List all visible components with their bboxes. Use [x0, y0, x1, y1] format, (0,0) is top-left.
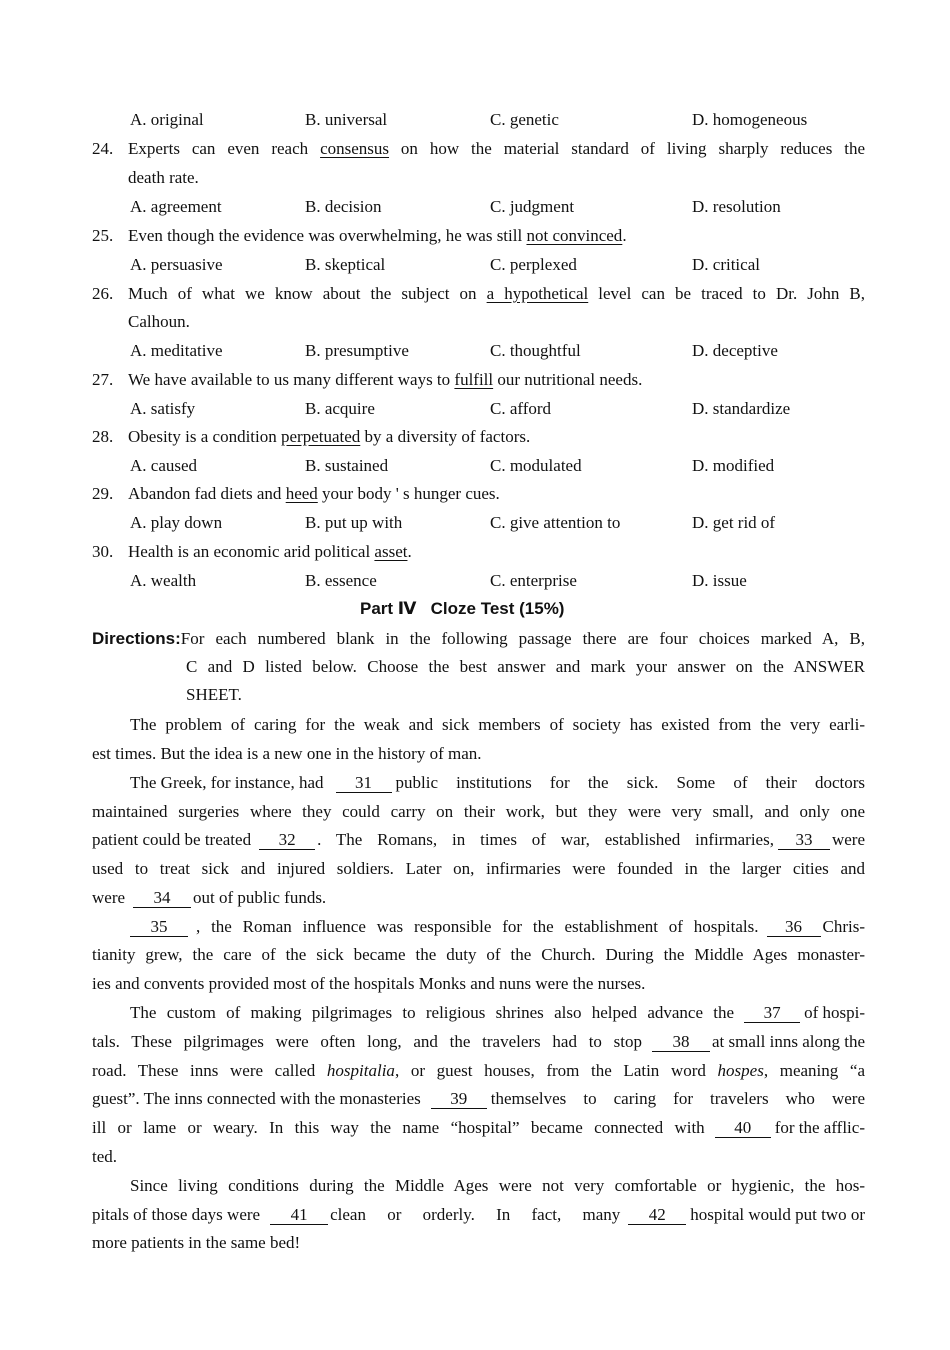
q28-stem — [128, 427, 530, 447]
q25-stem-pre: Even though the evidence was overwhelming, he was still — [128, 226, 527, 245]
cloze-blank-37[interactable]: 37 — [744, 1004, 800, 1023]
q28-stem-pre: Obesity is a condition — [128, 427, 281, 446]
q24-underlined-word: consensus — [320, 139, 390, 158]
q25-option-c: C. perplexed — [490, 255, 577, 274]
q23-option-b: B. universal — [305, 110, 388, 129]
q23-option-a: A. original — [130, 110, 204, 129]
cloze-blank-36[interactable]: 36 — [767, 918, 821, 937]
passage-p3-line1 — [130, 917, 865, 937]
q26-number: 26. — [92, 284, 114, 303]
q24-stem-line2: death rate. — [128, 168, 199, 187]
passage-p5-line1: Since living conditions during the Middle Ages were not very comfortable or hygienic, the hos- — [130, 1176, 865, 1195]
passage-p4-line5 — [92, 1118, 865, 1138]
q23-option-d: D. homogeneous — [692, 110, 808, 129]
q25-underlined-word: not convinced — [526, 226, 623, 245]
text: pitals of those days were — [92, 1205, 261, 1224]
cloze-blank-40[interactable]: 40 — [715, 1119, 771, 1138]
directions-line1 — [92, 629, 865, 649]
passage-p2-line2: maintained surgeries where they could carry on their work, but they were very small, and only one — [92, 802, 865, 821]
passage-p4-line4 — [92, 1089, 865, 1109]
text: public institutions for the sick. Some of their doctors — [395, 773, 865, 792]
q26-option-c: C. thoughtful — [490, 341, 581, 360]
q27-number: 27. — [92, 370, 114, 389]
q29-option-b: B. put up with — [305, 513, 403, 532]
text: out of public funds. — [193, 888, 327, 907]
cloze-blank-32[interactable]: 32 — [259, 831, 315, 850]
passage-p4-line1 — [130, 1003, 865, 1023]
text: for the afflic- — [774, 1118, 865, 1137]
q24-option-b: B. decision — [305, 197, 382, 216]
passage-p4-line2 — [92, 1032, 865, 1052]
q29-stem-pre: Abandon fad diets and — [128, 484, 286, 503]
text: ill or lame or weary. In this way the name “hospital” became connected with — [92, 1118, 705, 1137]
q28-option-a: A. caused — [130, 456, 198, 475]
text: patient could be treated — [92, 830, 252, 849]
q25-number: 25. — [92, 226, 114, 245]
q30-option-b: B. essence — [305, 571, 377, 590]
q24-option-d: D. resolution — [692, 197, 781, 216]
passage-p5-line3: more patients in the same bed! — [92, 1233, 301, 1252]
cloze-blank-34[interactable]: 34 — [133, 889, 191, 908]
directions-text-line2: C and D listed below. Choose the best answer and mark your answer on the ANSWER — [186, 657, 865, 676]
q27-stem-post: our nutritional needs. — [493, 370, 643, 389]
q26-stem-line2: Calhoun. — [128, 312, 190, 331]
q24-option-c: C. judgment — [490, 197, 575, 216]
q29-stem-post: your body ' s hunger cues. — [317, 484, 500, 503]
q30-number: 30. — [92, 542, 114, 561]
text: . The Romans, in times of war, established infirmaries, — [317, 830, 774, 849]
text: tals. These pilgrimages were often long, and the travelers had to stop — [92, 1032, 643, 1051]
q27-stem-pre: We have available to us many different ways to — [128, 370, 455, 389]
text: themselves to caring for travelers who were — [490, 1089, 865, 1108]
q24-stem-post: on how the material standard of living sharply reduces the — [389, 139, 865, 158]
q29-option-d: D. get rid of — [692, 513, 776, 532]
q30-stem — [128, 542, 412, 562]
q29-option-a: A. play down — [130, 513, 223, 532]
text: , meaning “a — [763, 1061, 865, 1080]
q30-underlined-word: asset — [374, 542, 408, 561]
passage-p3-line2: tianity grew, the care of the sick became the duty of the Church. During the Middle Ages monaster- — [92, 945, 865, 964]
q26-stem-post: level can be traced to Dr. John B, — [588, 284, 865, 303]
latin-term-hospitalia: hospitalia — [326, 1061, 395, 1080]
q29-underlined-word: heed — [285, 484, 318, 503]
q27-option-c: C. afford — [490, 399, 552, 418]
q26-underlined-word: a hypothetical — [486, 284, 589, 303]
directions-text-line3: SHEET. — [186, 685, 242, 704]
text: clean or orderly. In fact, many — [330, 1205, 621, 1224]
cloze-blank-35[interactable]: 35 — [130, 918, 188, 937]
q25-stem-post: . — [622, 226, 627, 245]
cloze-blank-39[interactable]: 39 — [431, 1090, 487, 1109]
passage-p1-line1: The problem of caring for the weak and sick members of society has existed from the very earli- — [130, 715, 865, 734]
passage-p4-line6: ted. — [92, 1147, 118, 1166]
passage-p2-line4: used to treat sick and injured soldiers. Later on, infirmaries were founded in the larger cities and — [92, 859, 865, 878]
text: at small inns along the — [712, 1032, 865, 1051]
q27-option-a: A. satisfy — [130, 399, 196, 418]
q24-option-a: A. agreement — [130, 197, 222, 216]
q27-stem — [128, 370, 642, 390]
q28-underlined-word: perpetuated — [280, 427, 361, 446]
q28-option-c: C. modulated — [490, 456, 582, 475]
q24-number: 24. — [92, 139, 114, 158]
q27-option-d: D. standardize — [692, 399, 791, 418]
latin-term-hospes: hospes — [717, 1061, 764, 1080]
q26-option-d: D. deceptive — [692, 341, 778, 360]
passage-p2-line5 — [92, 888, 326, 908]
passage-p1-line2: est times. But the idea is a new one in the history of man. — [92, 744, 482, 763]
cloze-blank-33[interactable]: 33 — [778, 831, 830, 850]
cloze-blank-41[interactable]: 41 — [270, 1206, 328, 1225]
q26-option-b: B. presumptive — [305, 341, 409, 360]
passage-p5-line2 — [92, 1205, 865, 1225]
passage-p2-line3 — [92, 830, 865, 850]
q25-option-b: B. skeptical — [305, 255, 386, 274]
q27-option-b: B. acquire — [305, 399, 375, 418]
q30-option-a: A. wealth — [130, 571, 197, 590]
q24-stem-line1 — [128, 139, 865, 159]
q30-option-d: D. issue — [692, 571, 747, 590]
text: road. These inns were called — [92, 1061, 327, 1080]
q24-stem-pre: Experts can even reach — [128, 139, 321, 158]
q28-option-b: B. sustained — [305, 456, 389, 475]
q30-stem-pre: Health is an economic arid political — [128, 542, 375, 561]
passage-p4-line3 — [92, 1061, 865, 1081]
directions-text-line1: For each numbered blank in the following passage there are four choices marked A, B, — [180, 629, 865, 648]
text: Chris- — [822, 917, 865, 936]
text: , the Roman influence was responsible for the establishment of hospitals. — [196, 917, 759, 936]
text: , or guest houses, from the Latin word — [394, 1061, 718, 1080]
section-heading: Part Ⅳ Cloze Test (15%) — [360, 599, 565, 618]
text: guest”. The inns connected with the monasteries — [92, 1089, 421, 1108]
q25-stem — [128, 226, 627, 246]
text: were — [831, 830, 865, 849]
text: were — [92, 888, 126, 907]
text: of hospi- — [804, 1003, 865, 1022]
q29-number: 29. — [92, 484, 114, 503]
directions-label: Directions: — [92, 629, 181, 648]
q26-stem-pre: Much of what we know about the subject on — [128, 284, 487, 303]
q27-underlined-word: fulfill — [454, 370, 494, 389]
cloze-blank-38[interactable]: 38 — [652, 1033, 710, 1052]
q30-stem-post: . — [407, 542, 412, 561]
q30-option-c: C. enterprise — [490, 571, 577, 590]
q29-stem — [128, 484, 500, 504]
q28-option-d: D. modified — [692, 456, 775, 475]
q23-option-c: C. genetic — [490, 110, 559, 129]
passage-p2-line1 — [130, 773, 865, 793]
q29-option-c: C. give attention to — [490, 513, 621, 532]
cloze-blank-31[interactable]: 31 — [336, 774, 392, 793]
text: hospital would put two or — [690, 1205, 865, 1224]
text: The Greek, for instance, had — [130, 773, 324, 792]
q26-stem-line1 — [128, 284, 865, 304]
text: The custom of making pilgrimages to religious shrines also helped advance the — [130, 1003, 735, 1022]
q26-option-a: A. meditative — [130, 341, 223, 360]
q28-stem-post: by a diversity of factors. — [360, 427, 531, 446]
cloze-blank-42[interactable]: 42 — [628, 1206, 686, 1225]
q25-option-a: A. persuasive — [130, 255, 223, 274]
passage-p3-line3: ies and convents provided most of the hospitals Monks and nuns were the nurses. — [92, 974, 646, 993]
q28-number: 28. — [92, 427, 114, 446]
q25-option-d: D. critical — [692, 255, 760, 274]
